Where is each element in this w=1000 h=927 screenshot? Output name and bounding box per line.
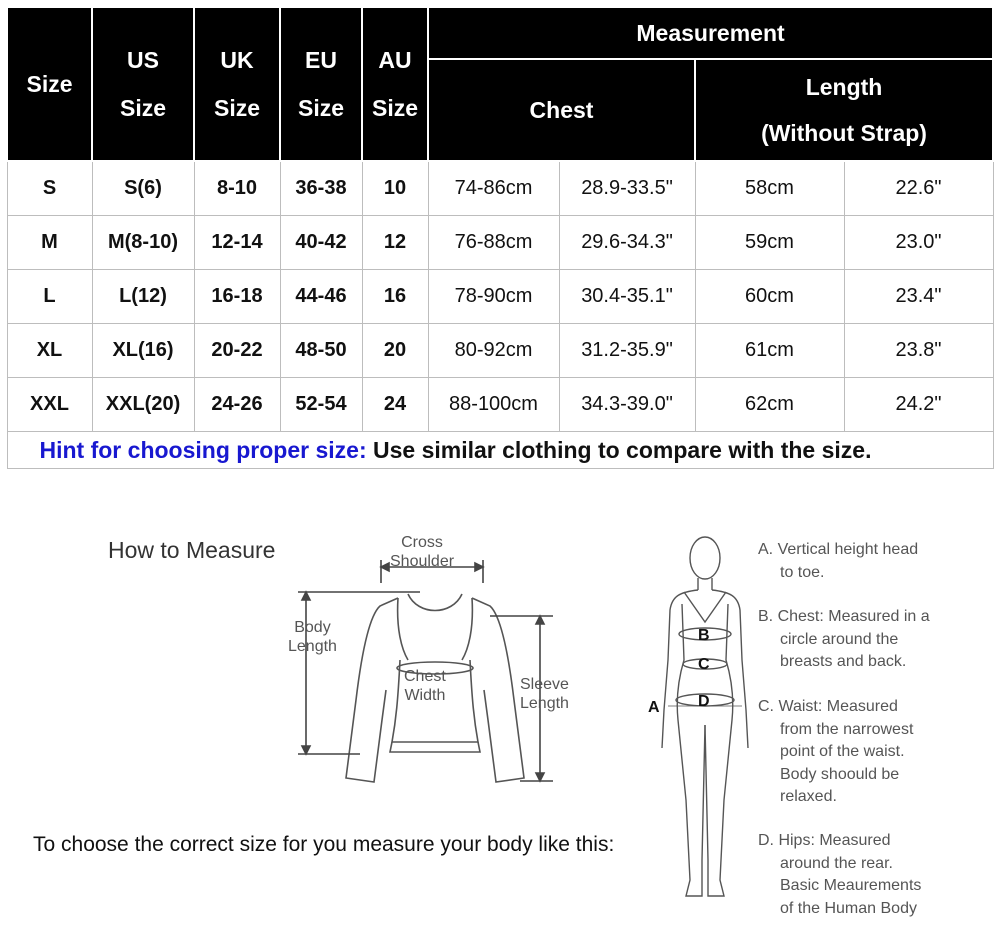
cell-uk: 8-10 — [194, 161, 280, 216]
human-figure-icon — [662, 537, 748, 896]
cell-size: XXL — [7, 378, 92, 432]
description-c: C. Waist: Measured from the narrowest point of the waist. Body shoould be relaxed. — [758, 698, 914, 805]
cell-length-cm: 58cm — [695, 161, 844, 216]
figure-letter-b: B — [698, 627, 710, 644]
cell-length-cm: 60cm — [695, 270, 844, 324]
cell-length-cm: 59cm — [695, 216, 844, 270]
cell-length-in: 23.8" — [844, 324, 993, 378]
figure-letter-d: D — [698, 693, 710, 710]
hint-label: Hint for choosing proper size: — [39, 436, 367, 463]
cell-size: S — [7, 161, 92, 216]
header-au: AU Size — [362, 7, 428, 161]
cell-us: M(8-10) — [92, 216, 194, 270]
cell-au: 16 — [362, 270, 428, 324]
cell-size: XL — [7, 324, 92, 378]
cell-size: L — [7, 270, 92, 324]
header-uk: UK Size — [194, 7, 280, 161]
cell-au: 24 — [362, 378, 428, 432]
cell-eu: 48-50 — [280, 324, 362, 378]
header-chest: Chest — [428, 59, 695, 161]
description-b: B. Chest: Measured in a circle around the breasts and back. — [758, 608, 930, 670]
header-length: Length (Without Strap) — [695, 59, 993, 161]
cell-chest-cm: 74-86cm — [428, 161, 559, 216]
cell-au: 20 — [362, 324, 428, 378]
cell-uk: 16-18 — [194, 270, 280, 324]
cell-eu: 36-38 — [280, 161, 362, 216]
cell-size: M — [7, 216, 92, 270]
figure-letter-a: A — [648, 699, 660, 716]
cell-length-in: 23.4" — [844, 270, 993, 324]
header-size: Size — [7, 7, 92, 161]
cell-us: S(6) — [92, 161, 194, 216]
cell-length-in: 24.2" — [844, 378, 993, 432]
cell-eu: 52-54 — [280, 378, 362, 432]
cell-chest-cm: 88-100cm — [428, 378, 559, 432]
cell-us: XXL(20) — [92, 378, 194, 432]
how-to-measure-title: How to Measure — [108, 537, 276, 563]
header-measurement: Measurement — [428, 7, 993, 59]
choose-size-instruction: To choose the correct size for you measure your body like this: — [33, 833, 615, 856]
description-d: D. Hips: Measured around the rear. Basic Meaurements of the Human Body — [758, 832, 922, 917]
cell-uk: 20-22 — [194, 324, 280, 378]
cell-length-cm: 62cm — [695, 378, 844, 432]
description-a: A. Vertical height head to toe. — [758, 541, 919, 581]
cell-chest-cm: 76-88cm — [428, 216, 559, 270]
cell-chest-in: 28.9-33.5" — [559, 161, 695, 216]
cell-length-in: 23.0" — [844, 216, 993, 270]
header-eu: EU Size — [280, 7, 362, 161]
cell-eu: 44-46 — [280, 270, 362, 324]
chest-width-label: Chest Width — [404, 668, 446, 704]
cell-us: L(12) — [92, 270, 194, 324]
body-length-label: Body Length — [288, 619, 337, 655]
cell-au: 10 — [362, 161, 428, 216]
sleeve-length-label: Sleeve Length — [520, 676, 569, 712]
cell-chest-in: 34.3-39.0" — [559, 378, 695, 432]
cell-uk: 12-14 — [194, 216, 280, 270]
cell-eu: 40-42 — [280, 216, 362, 270]
cell-chest-in: 30.4-35.1" — [559, 270, 695, 324]
figure-letter-c: C — [698, 656, 710, 673]
cell-us: XL(16) — [92, 324, 194, 378]
cell-length-in: 22.6" — [844, 161, 993, 216]
cell-chest-cm: 78-90cm — [428, 270, 559, 324]
cell-au: 12 — [362, 216, 428, 270]
cross-shoulder-label: Cross Shoulder — [390, 534, 455, 570]
cell-chest-cm: 80-92cm — [428, 324, 559, 378]
cell-chest-in: 31.2-35.9" — [559, 324, 695, 378]
hint-text: Use similar clothing to compare with the size. — [366, 436, 872, 463]
cell-uk: 24-26 — [194, 378, 280, 432]
cell-chest-in: 29.6-34.3" — [559, 216, 695, 270]
header-us: US Size — [92, 7, 194, 161]
cell-length-cm: 61cm — [695, 324, 844, 378]
